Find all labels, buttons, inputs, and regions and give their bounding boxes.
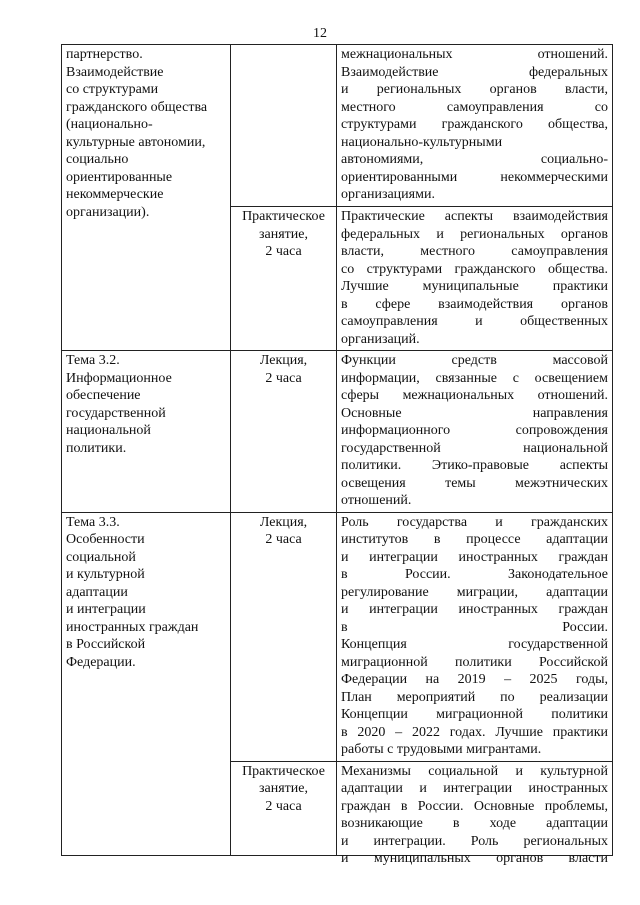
text-line: адаптации и интеграции иностранных [341, 781, 608, 796]
text-line: некоммерческие [66, 187, 164, 202]
content-cell [337, 351, 613, 513]
text-line: иностранных граждан [66, 619, 199, 635]
text-line: ориентированными некоммерческими [341, 169, 608, 185]
text-line: адаптации [66, 584, 128, 600]
text-line: организации). [66, 204, 150, 220]
text-line: гражданского общества [66, 99, 208, 115]
class-type-cell [231, 512, 337, 761]
text-line: власти, местного самоуправления [341, 244, 608, 259]
text-line: национально-культурными [341, 134, 503, 150]
text-line: отношений. [341, 493, 412, 508]
text-line: Тема 3.2. [66, 353, 120, 368]
text-line: Практические аспекты взаимодействия [341, 209, 608, 224]
text-line: Основные направления [341, 405, 608, 421]
topic-cell [62, 512, 231, 855]
text-line: Взаимодействие федеральных [341, 64, 608, 80]
text-line: культурные автономии, [66, 134, 206, 150]
content-text [341, 46, 608, 204]
text-line: и интеграции иностранных граждан [341, 602, 608, 617]
text-line: Механизмы социальной и культурной [341, 763, 608, 779]
topic-cell [62, 45, 231, 351]
content-text [341, 514, 608, 759]
text-line: План мероприятий по реализации [341, 689, 608, 705]
text-line: занятие, [259, 226, 308, 242]
text-line: политики. [66, 440, 127, 456]
text-line: информационного сопровождения [341, 423, 608, 438]
text-line: Тема 3.3. [66, 514, 120, 530]
text-line: и интеграции [66, 602, 146, 617]
topic-3-3-title [66, 514, 226, 672]
content-cell [337, 207, 613, 351]
topic-cell [62, 351, 231, 513]
text-line: Информационное [66, 370, 172, 386]
text-line: государственной [66, 405, 166, 421]
text-line: ориентированные [66, 169, 173, 185]
text-line: социальной [66, 549, 136, 565]
curriculum-table [61, 44, 613, 866]
text-line: и региональных органов власти, [341, 82, 608, 97]
content-text [341, 352, 608, 510]
table-row [62, 45, 613, 207]
text-line: межнациональных отношений. [341, 47, 608, 62]
text-line: Федерации. [66, 654, 136, 670]
content-text [341, 763, 608, 868]
text-line: государственной национальной [341, 440, 608, 456]
text-line: в России. [341, 619, 608, 635]
table-row [62, 512, 613, 761]
text-line: в 2020 – 2022 годах. Лучшие практики [341, 724, 608, 740]
text-line: институтов в процессе адаптации [341, 532, 608, 547]
text-line: Федерации на 2019 – 2025 годы, [341, 672, 608, 687]
table-row [62, 351, 613, 513]
class-type-cell [231, 207, 337, 351]
page-number: 12 [313, 26, 327, 41]
text-line: граждан в России. Основные проблемы, [341, 798, 608, 814]
text-line: 2 часа [265, 532, 302, 547]
text-line: местного самоуправления со [341, 99, 608, 115]
text-line: Взаимодействие [66, 64, 164, 80]
text-line: организациями. [341, 187, 435, 202]
text-line: регулирование миграции, адаптации [341, 584, 608, 600]
text-line: 2 часа [265, 370, 302, 386]
text-line: Концепции миграционной политики [341, 707, 608, 722]
topic-3-2-title [66, 352, 226, 457]
text-line: социально [66, 152, 129, 167]
content-cell [337, 761, 613, 866]
text-line: и культурной [66, 567, 145, 582]
text-line: самоуправления и общественных [341, 314, 608, 329]
class-type [235, 208, 332, 261]
text-line: федеральных и региональных органов [341, 226, 608, 242]
text-line: Практическое [242, 209, 325, 224]
text-line: 2 часа [265, 244, 302, 259]
content-text [341, 208, 608, 348]
class-type [235, 514, 332, 549]
text-line: в Российской [66, 637, 146, 652]
topic-3-1-title [66, 46, 226, 221]
class-type-cell [231, 351, 337, 513]
text-line: информации, связанные с освещением [341, 370, 608, 386]
content-cell [337, 45, 613, 207]
text-line: и интеграции. Роль региональных [341, 833, 608, 849]
text-line: сферы межнациональных отношений. [341, 388, 608, 403]
class-type [235, 352, 332, 387]
class-type [235, 763, 332, 816]
text-line: Особенности [66, 532, 145, 547]
text-line: (национально- [66, 117, 153, 132]
text-line: и муниципальных органов власти [341, 851, 608, 866]
text-line: партнерство. [66, 47, 143, 62]
text-line: работы с трудовыми мигрантами. [341, 742, 542, 757]
text-line: занятие, [259, 781, 308, 796]
text-line: Лекция, [259, 353, 308, 368]
text-line: в сфере взаимодействия органов [341, 296, 608, 312]
text-line: освещения темы межэтнических [341, 475, 608, 491]
text-line: автономиями, социально- [341, 152, 608, 167]
class-type-cell [231, 45, 337, 207]
text-line: возникающие в ходе адаптации [341, 816, 608, 831]
text-line: структурами гражданского общества, [341, 117, 608, 132]
text-line: со структурами гражданского общества. [341, 261, 608, 277]
text-line: политики. Этико-правовые аспекты [341, 458, 608, 473]
text-line: Лекция, [259, 514, 308, 530]
content-cell [337, 512, 613, 761]
text-line: 2 часа [265, 798, 302, 814]
text-line: миграционной политики Российской [341, 654, 608, 670]
text-line: со структурами [66, 82, 159, 97]
text-line: Практическое [242, 763, 325, 779]
text-line: обеспечение [66, 388, 141, 403]
text-line: в России. Законодательное [341, 567, 608, 582]
text-line: Роль государства и гражданских [341, 514, 608, 530]
text-line: Концепция государственной [341, 637, 608, 652]
text-line: организаций. [341, 331, 420, 347]
class-type-cell [231, 761, 337, 855]
text-line: Лучшие муниципальные практики [341, 279, 608, 294]
text-line: и интеграции иностранных граждан [341, 549, 608, 565]
text-line: Функции средств массовой [341, 353, 608, 368]
text-line: национальной [66, 423, 151, 438]
